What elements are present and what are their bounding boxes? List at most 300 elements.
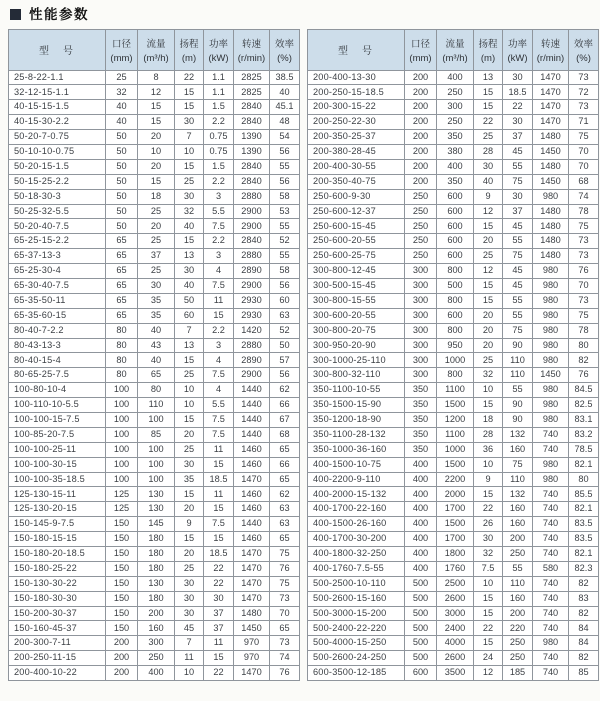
value-cell: 160 bbox=[503, 502, 533, 517]
model-cell: 400-1800-32-250 bbox=[308, 547, 405, 562]
value-cell: 82.5 bbox=[569, 398, 599, 413]
col-header-efficiency: 效率 (%) bbox=[270, 29, 300, 70]
model-cell: 200-300-15-22 bbox=[308, 100, 405, 115]
model-cell: 250-600-15-45 bbox=[308, 219, 405, 234]
value-cell: 500 bbox=[405, 621, 437, 636]
value-cell: 350 bbox=[437, 130, 474, 145]
value-cell: 300 bbox=[405, 264, 437, 279]
value-cell: 300 bbox=[437, 100, 474, 115]
value-cell: 350 bbox=[437, 174, 474, 189]
model-cell: 50-25-32-5.5 bbox=[9, 204, 106, 219]
value-cell: 400 bbox=[138, 666, 175, 681]
value-cell: 56 bbox=[270, 174, 300, 189]
table-row bbox=[9, 338, 300, 353]
value-cell: 40 bbox=[106, 100, 138, 115]
value-cell: 30 bbox=[175, 115, 204, 130]
model-cell: 80-40-15-4 bbox=[9, 353, 106, 368]
value-cell: 2825 bbox=[234, 70, 270, 85]
model-cell: 500-2500-10-110 bbox=[308, 576, 405, 591]
value-cell: 73 bbox=[270, 591, 300, 606]
value-cell: 15 bbox=[474, 278, 503, 293]
model-cell: 300-800-15-55 bbox=[308, 293, 405, 308]
value-cell: 62 bbox=[270, 383, 300, 398]
value-cell: 28 bbox=[474, 427, 503, 442]
model-cell: 400-2200-9-110 bbox=[308, 472, 405, 487]
table-row bbox=[308, 115, 599, 130]
value-cell: 72 bbox=[569, 85, 599, 100]
value-cell: 45 bbox=[503, 278, 533, 293]
value-cell: 200 bbox=[106, 666, 138, 681]
value-cell: 65 bbox=[270, 442, 300, 457]
value-cell: 125 bbox=[106, 487, 138, 502]
value-cell: 740 bbox=[533, 591, 569, 606]
table-row bbox=[9, 174, 300, 189]
model-cell: 150-180-15-15 bbox=[9, 532, 106, 547]
table-row bbox=[9, 457, 300, 472]
value-cell: 60 bbox=[270, 293, 300, 308]
value-cell: 250 bbox=[405, 249, 437, 264]
table-row bbox=[308, 636, 599, 651]
model-cell: 100-85-20-7.5 bbox=[9, 427, 106, 442]
value-cell: 110 bbox=[503, 353, 533, 368]
table-row bbox=[308, 517, 599, 532]
value-cell: 600 bbox=[405, 666, 437, 681]
table-row bbox=[9, 130, 300, 145]
value-cell: 160 bbox=[138, 621, 175, 636]
value-cell: 30 bbox=[175, 189, 204, 204]
value-cell: 25 bbox=[138, 264, 175, 279]
value-cell: 65 bbox=[106, 234, 138, 249]
value-cell: 55 bbox=[270, 219, 300, 234]
table-row bbox=[9, 308, 300, 323]
value-cell: 1450 bbox=[533, 368, 569, 383]
value-cell: 73 bbox=[569, 70, 599, 85]
value-cell: 100 bbox=[138, 472, 175, 487]
value-cell: 85 bbox=[138, 427, 175, 442]
value-cell: 73 bbox=[569, 249, 599, 264]
value-cell: 150 bbox=[106, 576, 138, 591]
value-cell: 1500 bbox=[437, 517, 474, 532]
value-cell: 400 bbox=[405, 472, 437, 487]
model-cell: 50-20-7-0.75 bbox=[9, 130, 106, 145]
table-row bbox=[308, 159, 599, 174]
value-cell: 65 bbox=[106, 293, 138, 308]
value-cell: 980 bbox=[533, 293, 569, 308]
value-cell: 22 bbox=[204, 666, 234, 681]
table-row bbox=[9, 100, 300, 115]
model-cell: 250-600-9-30 bbox=[308, 189, 405, 204]
value-cell: 1480 bbox=[533, 204, 569, 219]
value-cell: 980 bbox=[533, 398, 569, 413]
value-cell: 68 bbox=[270, 427, 300, 442]
value-cell: 1420 bbox=[234, 323, 270, 338]
value-cell: 100 bbox=[106, 472, 138, 487]
value-cell: 12 bbox=[474, 666, 503, 681]
value-cell: 300 bbox=[405, 368, 437, 383]
value-cell: 500 bbox=[405, 591, 437, 606]
value-cell: 15 bbox=[204, 651, 234, 666]
value-cell: 70 bbox=[569, 278, 599, 293]
model-cell: 400-1700-30-200 bbox=[308, 532, 405, 547]
value-cell: 300 bbox=[138, 636, 175, 651]
value-cell: 200 bbox=[106, 651, 138, 666]
col-header-speed: 转速 (r/min) bbox=[533, 29, 569, 70]
table-row bbox=[9, 278, 300, 293]
performance-table-left bbox=[8, 29, 300, 682]
model-cell: 200-250-15-18.5 bbox=[308, 85, 405, 100]
value-cell: 58 bbox=[270, 189, 300, 204]
value-cell: 2900 bbox=[234, 368, 270, 383]
value-cell: 20 bbox=[138, 130, 175, 145]
model-cell: 400-1760-7.5-55 bbox=[308, 561, 405, 576]
value-cell: 18 bbox=[138, 189, 175, 204]
value-cell: 67 bbox=[270, 412, 300, 427]
value-cell: 10 bbox=[175, 666, 204, 681]
value-cell: 400 bbox=[437, 70, 474, 85]
model-cell: 150-180-20-18.5 bbox=[9, 547, 106, 562]
value-cell: 56 bbox=[270, 368, 300, 383]
model-cell: 50-15-25-2.2 bbox=[9, 174, 106, 189]
table-row bbox=[308, 442, 599, 457]
value-cell: 20 bbox=[175, 427, 204, 442]
value-cell: 25 bbox=[175, 174, 204, 189]
value-cell: 80 bbox=[106, 353, 138, 368]
value-cell: 54 bbox=[270, 130, 300, 145]
value-cell: 1.5 bbox=[204, 159, 234, 174]
value-cell: 180 bbox=[138, 532, 175, 547]
value-cell: 50 bbox=[106, 204, 138, 219]
value-cell: 55 bbox=[503, 159, 533, 174]
value-cell: 110 bbox=[503, 368, 533, 383]
value-cell: 132 bbox=[503, 487, 533, 502]
model-cell: 25-8-22-1.1 bbox=[9, 70, 106, 85]
table-row bbox=[308, 666, 599, 681]
value-cell: 3000 bbox=[437, 606, 474, 621]
value-cell: 1200 bbox=[437, 412, 474, 427]
value-cell: 30 bbox=[175, 591, 204, 606]
value-cell: 15 bbox=[138, 100, 175, 115]
value-cell: 82 bbox=[569, 606, 599, 621]
value-cell: 15 bbox=[138, 115, 175, 130]
table-row bbox=[308, 130, 599, 145]
value-cell: 980 bbox=[533, 323, 569, 338]
value-cell: 25 bbox=[474, 353, 503, 368]
value-cell: 40 bbox=[106, 115, 138, 130]
value-cell: 45 bbox=[175, 621, 204, 636]
value-cell: 30 bbox=[503, 70, 533, 85]
value-cell: 37 bbox=[138, 249, 175, 264]
model-cell: 500-4000-15-250 bbox=[308, 636, 405, 651]
value-cell: 35 bbox=[175, 472, 204, 487]
value-cell: 4 bbox=[204, 353, 234, 368]
model-cell: 200-350-40-75 bbox=[308, 174, 405, 189]
value-cell: 76 bbox=[270, 561, 300, 576]
value-cell: 500 bbox=[405, 606, 437, 621]
value-cell: 200 bbox=[405, 115, 437, 130]
value-cell: 68 bbox=[569, 174, 599, 189]
value-cell: 980 bbox=[533, 457, 569, 472]
table-row bbox=[308, 144, 599, 159]
value-cell: 100 bbox=[106, 398, 138, 413]
table-row bbox=[9, 576, 300, 591]
model-cell: 100-100-15-7.5 bbox=[9, 412, 106, 427]
value-cell: 110 bbox=[138, 398, 175, 413]
value-cell: 84 bbox=[569, 636, 599, 651]
value-cell: 73 bbox=[569, 293, 599, 308]
value-cell: 740 bbox=[533, 666, 569, 681]
value-cell: 10 bbox=[474, 457, 503, 472]
value-cell: 980 bbox=[533, 264, 569, 279]
value-cell: 1480 bbox=[533, 219, 569, 234]
value-cell: 65 bbox=[138, 368, 175, 383]
value-cell: 84.5 bbox=[569, 383, 599, 398]
value-cell: 250 bbox=[503, 651, 533, 666]
table-row bbox=[308, 576, 599, 591]
value-cell: 2600 bbox=[437, 651, 474, 666]
value-cell: 350 bbox=[405, 442, 437, 457]
value-cell: 75 bbox=[503, 457, 533, 472]
value-cell: 83.2 bbox=[569, 427, 599, 442]
value-cell: 78.5 bbox=[569, 442, 599, 457]
value-cell: 25 bbox=[106, 70, 138, 85]
model-cell: 200-400-30-55 bbox=[308, 159, 405, 174]
value-cell: 90 bbox=[503, 398, 533, 413]
model-cell: 200-400-10-22 bbox=[9, 666, 106, 681]
value-cell: 55 bbox=[503, 293, 533, 308]
table-row bbox=[9, 85, 300, 100]
value-cell: 82 bbox=[569, 576, 599, 591]
model-cell: 350-1200-18-90 bbox=[308, 412, 405, 427]
value-cell: 740 bbox=[533, 651, 569, 666]
value-cell: 30 bbox=[175, 457, 204, 472]
value-cell: 15 bbox=[474, 487, 503, 502]
value-cell: 15 bbox=[204, 308, 234, 323]
value-cell: 25 bbox=[175, 368, 204, 383]
value-cell: 11 bbox=[204, 293, 234, 308]
value-cell: 12 bbox=[474, 264, 503, 279]
value-cell: 2.2 bbox=[204, 174, 234, 189]
value-cell: 300 bbox=[405, 323, 437, 338]
table-row bbox=[308, 234, 599, 249]
model-cell: 65-37-13-3 bbox=[9, 249, 106, 264]
model-cell: 65-30-40-7.5 bbox=[9, 278, 106, 293]
value-cell: 63 bbox=[270, 517, 300, 532]
col-header-model: 型 号 bbox=[9, 29, 106, 70]
value-cell: 1480 bbox=[234, 606, 270, 621]
value-cell: 75 bbox=[569, 130, 599, 145]
value-cell: 25 bbox=[474, 130, 503, 145]
table-row bbox=[9, 383, 300, 398]
value-cell: 30 bbox=[204, 591, 234, 606]
value-cell: 100 bbox=[106, 457, 138, 472]
value-cell: 1440 bbox=[234, 427, 270, 442]
value-cell: 20 bbox=[474, 308, 503, 323]
value-cell: 7.5 bbox=[474, 561, 503, 576]
model-cell: 500-2600-24-250 bbox=[308, 651, 405, 666]
table-row bbox=[308, 70, 599, 85]
value-cell: 22 bbox=[204, 561, 234, 576]
model-cell: 65-25-30-4 bbox=[9, 264, 106, 279]
value-cell: 400 bbox=[405, 457, 437, 472]
value-cell: 500 bbox=[405, 636, 437, 651]
col-header-speed: 转速 (r/min) bbox=[234, 29, 270, 70]
value-cell: 1500 bbox=[437, 457, 474, 472]
value-cell: 76 bbox=[569, 368, 599, 383]
value-cell: 30 bbox=[175, 606, 204, 621]
value-cell: 2500 bbox=[437, 576, 474, 591]
section-title: 性能参数 bbox=[29, 7, 89, 22]
value-cell: 80 bbox=[106, 368, 138, 383]
model-cell: 80-40-7-2.2 bbox=[9, 323, 106, 338]
value-cell: 200 bbox=[405, 70, 437, 85]
value-cell: 22 bbox=[474, 115, 503, 130]
value-cell: 350 bbox=[405, 427, 437, 442]
value-cell: 35 bbox=[138, 308, 175, 323]
value-cell: 15 bbox=[175, 487, 204, 502]
value-cell: 200 bbox=[405, 174, 437, 189]
value-cell: 980 bbox=[533, 308, 569, 323]
table-row bbox=[308, 293, 599, 308]
model-cell: 250-600-20-55 bbox=[308, 234, 405, 249]
value-cell: 30 bbox=[474, 159, 503, 174]
table-row bbox=[308, 264, 599, 279]
model-cell: 50-20-15-1.5 bbox=[9, 159, 106, 174]
value-cell: 15 bbox=[474, 219, 503, 234]
value-cell: 66 bbox=[270, 457, 300, 472]
value-cell: 180 bbox=[138, 591, 175, 606]
value-cell: 200 bbox=[106, 636, 138, 651]
value-cell: 85.5 bbox=[569, 487, 599, 502]
value-cell: 1100 bbox=[437, 427, 474, 442]
value-cell: 40 bbox=[175, 219, 204, 234]
value-cell: 20 bbox=[474, 234, 503, 249]
value-cell: 65 bbox=[270, 532, 300, 547]
value-cell: 110 bbox=[503, 576, 533, 591]
value-cell: 60 bbox=[175, 308, 204, 323]
col-header-diameter: 口径 (mm) bbox=[405, 29, 437, 70]
value-cell: 1470 bbox=[234, 561, 270, 576]
value-cell: 300 bbox=[405, 293, 437, 308]
value-cell: 950 bbox=[437, 338, 474, 353]
col-header-power: 功率 (kW) bbox=[204, 29, 234, 70]
value-cell: 50 bbox=[106, 189, 138, 204]
value-cell: 50 bbox=[106, 159, 138, 174]
value-cell: 250 bbox=[437, 85, 474, 100]
col-header-head: 扬程 (m) bbox=[175, 29, 204, 70]
model-cell: 40-15-15-1.5 bbox=[9, 100, 106, 115]
value-cell: 740 bbox=[533, 487, 569, 502]
table-row bbox=[308, 353, 599, 368]
table-row bbox=[308, 174, 599, 189]
value-cell: 150 bbox=[106, 561, 138, 576]
model-cell: 500-3000-15-200 bbox=[308, 606, 405, 621]
table-row bbox=[9, 666, 300, 681]
section-header bbox=[0, 0, 600, 29]
value-cell: 50 bbox=[270, 338, 300, 353]
value-cell: 36 bbox=[474, 442, 503, 457]
value-cell: 30 bbox=[474, 532, 503, 547]
value-cell: 160 bbox=[503, 517, 533, 532]
value-cell: 350 bbox=[405, 398, 437, 413]
value-cell: 20 bbox=[474, 323, 503, 338]
value-cell: 73 bbox=[270, 636, 300, 651]
model-cell: 200-250-22-30 bbox=[308, 115, 405, 130]
value-cell: 400 bbox=[405, 561, 437, 576]
value-cell: 1470 bbox=[533, 100, 569, 115]
value-cell: 1460 bbox=[234, 457, 270, 472]
value-cell: 15 bbox=[204, 502, 234, 517]
table-row bbox=[308, 457, 599, 472]
value-cell: 20 bbox=[175, 502, 204, 517]
col-header-flow: 流量 (m³/h) bbox=[138, 29, 175, 70]
table-row bbox=[308, 532, 599, 547]
value-cell: 15 bbox=[138, 174, 175, 189]
model-cell: 250-600-25-75 bbox=[308, 249, 405, 264]
value-cell: 1440 bbox=[234, 412, 270, 427]
model-cell: 400-1500-26-160 bbox=[308, 517, 405, 532]
value-cell: 980 bbox=[533, 383, 569, 398]
value-cell: 100 bbox=[138, 442, 175, 457]
value-cell: 7 bbox=[175, 323, 204, 338]
value-cell: 22 bbox=[204, 576, 234, 591]
value-cell: 26 bbox=[474, 517, 503, 532]
table-row bbox=[9, 353, 300, 368]
table-row bbox=[9, 368, 300, 383]
table-row bbox=[308, 621, 599, 636]
value-cell: 4 bbox=[204, 264, 234, 279]
table-row bbox=[9, 561, 300, 576]
value-cell: 32 bbox=[474, 368, 503, 383]
value-cell: 13 bbox=[175, 338, 204, 353]
value-cell: 300 bbox=[405, 308, 437, 323]
value-cell: 9 bbox=[474, 472, 503, 487]
value-cell: 130 bbox=[138, 576, 175, 591]
value-cell: 76 bbox=[270, 666, 300, 681]
value-cell: 82.1 bbox=[569, 502, 599, 517]
table-row bbox=[308, 308, 599, 323]
value-cell: 980 bbox=[533, 338, 569, 353]
model-cell: 150-130-30-22 bbox=[9, 576, 106, 591]
value-cell: 1450 bbox=[533, 174, 569, 189]
value-cell: 48 bbox=[270, 115, 300, 130]
value-cell: 600 bbox=[437, 204, 474, 219]
value-cell: 18.5 bbox=[503, 85, 533, 100]
value-cell: 740 bbox=[533, 547, 569, 562]
value-cell: 22 bbox=[175, 70, 204, 85]
value-cell: 1100 bbox=[437, 383, 474, 398]
table-row bbox=[9, 293, 300, 308]
value-cell: 45 bbox=[503, 219, 533, 234]
value-cell: 4000 bbox=[437, 636, 474, 651]
model-cell: 300-500-15-45 bbox=[308, 278, 405, 293]
value-cell: 600 bbox=[437, 189, 474, 204]
table-row bbox=[9, 189, 300, 204]
value-cell: 4 bbox=[204, 383, 234, 398]
model-cell: 125-130-15-11 bbox=[9, 487, 106, 502]
value-cell: 150 bbox=[106, 591, 138, 606]
value-cell: 200 bbox=[405, 85, 437, 100]
value-cell: 90 bbox=[503, 338, 533, 353]
value-cell: 200 bbox=[405, 130, 437, 145]
model-cell: 300-1000-25-110 bbox=[308, 353, 405, 368]
model-cell: 50-18-30-3 bbox=[9, 189, 106, 204]
value-cell: 100 bbox=[106, 383, 138, 398]
table-row bbox=[308, 651, 599, 666]
table-row bbox=[308, 383, 599, 398]
table-row bbox=[308, 427, 599, 442]
value-cell: 80 bbox=[569, 472, 599, 487]
value-cell: 150 bbox=[106, 547, 138, 562]
